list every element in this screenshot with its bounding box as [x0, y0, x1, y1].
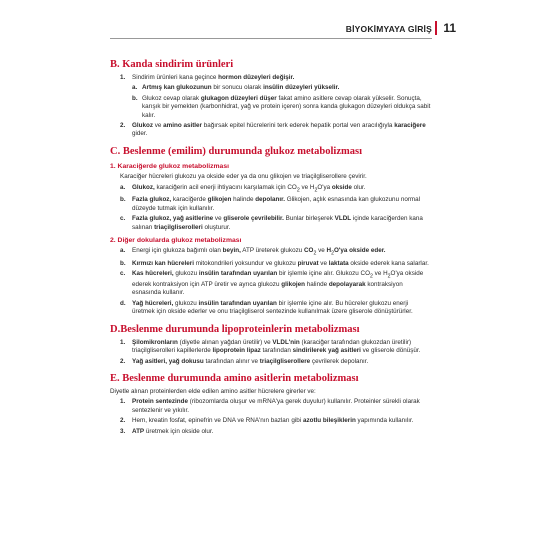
list-item	[120, 398, 432, 415]
text: çevrilerek depolanır.	[310, 357, 369, 365]
item-letter: a.	[132, 84, 138, 92]
text: tarafından	[260, 347, 293, 355]
item-letter: b.	[132, 94, 138, 102]
item-letter: d.	[120, 299, 126, 307]
text: glukozu	[173, 270, 199, 278]
list-item	[120, 339, 432, 356]
bold-text: amino asitler	[163, 122, 203, 130]
bold-text: Glukoz,	[132, 183, 155, 191]
bold-text: depolayarak	[328, 281, 366, 289]
bold-text: karaciğere	[394, 122, 426, 130]
paragraph: Diyetle alınan proteinlerden elde edilen amino asitler hücrelere girerler ve:	[110, 387, 316, 395]
item-letter: b.	[120, 260, 126, 267]
bold-text: Fazla glukoz,	[132, 196, 172, 204]
text: bir işlemle içine alır. Glukozu CO	[277, 270, 370, 278]
item-letter: b.	[120, 196, 126, 204]
list-item	[120, 300, 432, 317]
section-d-heading: D.Beslenme durumunda lipoproteinlerin metabolizması	[110, 323, 360, 335]
text: ve	[318, 260, 329, 267]
text: ve	[153, 122, 164, 130]
text: fakat amino asitlere cevap olarak yükselir. Sonuçta, karışık bir yemekten (karbonhidrat, yağ ve protein içeren) sonra kanda glukagon düzeyleri oldukça sabit kalır.	[142, 94, 431, 119]
subscript: 2	[313, 250, 317, 257]
paragraph: Karaciğer hücreleri glukozu ya okside eder ya da onu glikojen ve triaçilgliserollere çevirir.	[120, 173, 367, 181]
bold-text: Şilomikronların	[132, 338, 178, 346]
header-rule	[110, 38, 432, 39]
bold-text: gliserole çevrilebilir.	[223, 215, 284, 223]
list-item	[120, 74, 432, 82]
list-item	[120, 428, 432, 436]
text: Bunlar birleşerek	[283, 215, 335, 223]
bold-text: glikojen	[207, 196, 232, 204]
bold-text: lipoprotein lipaz	[212, 347, 261, 355]
section-b-heading: B. Kanda sindirim ürünleri	[110, 59, 234, 70]
text: glukozu	[173, 299, 199, 307]
bold-text: VLDL'nin	[272, 338, 300, 346]
text: bir işlemle içine alır. Bu hücreler glukozu enerji üretmek için okside ederler ve onu triaçilgliserol sentezinde kullanılmak üzere gliserole dönüştürürler.	[132, 299, 413, 316]
section-c-heading: C. Beslenme (emilim) durumunda glukoz metabolizması	[110, 145, 362, 157]
subscript: 2	[296, 186, 300, 193]
text: Energi için glukoza bağımlı olan	[132, 247, 223, 255]
running-head-separator	[435, 21, 437, 35]
bold-text: Protein sentezinde	[132, 398, 188, 406]
list-item	[132, 95, 432, 120]
bold-text: insülin tarafından uyarılan	[198, 299, 277, 307]
bold-text: H	[326, 247, 332, 255]
item-number: 3.	[120, 427, 126, 435]
bold-text: beyin,	[222, 247, 241, 255]
text: karaciğerde	[171, 196, 208, 204]
text: ve H	[299, 183, 315, 191]
list-item	[120, 122, 432, 139]
item-number: 1.	[120, 74, 126, 81]
bold-text: Kas hücreleri,	[132, 270, 174, 278]
text: bir sonucu olarak	[211, 84, 264, 92]
bold-text: azotlu bileşiklerin	[302, 417, 356, 425]
text: Glukoz cevap olarak	[142, 94, 201, 102]
text: karaciğerin acil enerji ihtiyacını karşılamak için CO	[154, 183, 297, 191]
list-item	[120, 215, 432, 232]
subscript: 2	[370, 273, 373, 280]
text: üretmek için okside olur.	[144, 427, 214, 435]
bold-text: triaçilgliserollere	[259, 357, 311, 365]
list-item	[120, 270, 432, 297]
subsection-heading: 1. Karaciğerde glukoz metabolizması	[110, 162, 229, 170]
list-item	[120, 260, 432, 268]
item-letter: c.	[120, 215, 126, 223]
item-letter: a.	[120, 183, 126, 191]
list-item	[120, 417, 432, 425]
bold-text: hormon düzeyleri değişir.	[218, 74, 295, 81]
item-number: 1.	[120, 398, 126, 406]
bold-text: ATP	[132, 427, 145, 435]
bold-text: laktata	[328, 260, 349, 267]
bold-text: okside	[331, 183, 352, 191]
text: içinde karaciğerden kana salınan	[132, 215, 423, 231]
text: ve	[213, 215, 224, 223]
text: olur.	[351, 183, 366, 191]
bold-text: Yağ hücreleri,	[132, 299, 174, 307]
text: mitokondrileri yoksundur ve glukozu	[193, 260, 298, 267]
list-item	[120, 247, 432, 258]
subscript: 2	[331, 250, 334, 257]
subscript: 2	[314, 186, 318, 193]
list-item	[120, 196, 432, 213]
text: oluşturur.	[202, 223, 231, 231]
list-item	[120, 358, 432, 366]
bold-text: piruvat	[297, 260, 319, 267]
text: Glikojen, açlık esnasında kan glukozunu normal düzeyde tutmak için kullanılır.	[132, 196, 421, 212]
bold-text: CO	[303, 247, 314, 255]
running-head-title: BİYOKİMYAYA GİRİŞ	[345, 24, 432, 34]
text: ve	[316, 247, 327, 255]
bold-text: Glukoz	[132, 122, 153, 130]
text: (diyetle alınan yağdan üretilir) ve	[177, 338, 273, 346]
bold-text: Fazla glukoz, yağ asitlerine	[132, 215, 214, 223]
text: Sindirim ürünleri kana geçince	[132, 74, 219, 81]
list-item	[132, 84, 432, 92]
bold-text: glukagon düzeyleri düşer	[200, 94, 277, 102]
bold-text: Artmış kan glukozunun	[142, 84, 212, 92]
item-number: 2.	[120, 417, 126, 425]
text: (ribozomlarda oluşur ve mRNA'ya gerek duyulur) kullanılır. Proteinler sürekli olarak sentezlenir ve yıkılır.	[132, 398, 420, 414]
bold-text: VLDL	[334, 215, 352, 223]
bold-text: triaçilgliserolleri	[154, 223, 203, 231]
subscript: 2	[387, 273, 391, 280]
bold-text: depolanır.	[255, 196, 285, 204]
text: okside ederek kana salarlar.	[348, 260, 429, 267]
item-number: 1.	[120, 338, 126, 346]
text: kontraksiyon esnasında kullanır.	[132, 281, 403, 297]
bold-text: Kırmızı kan hücreleri	[132, 260, 194, 267]
bold-text: sindirilerek yağ asitleri	[292, 347, 361, 355]
text: ATP üreterek glukozu	[240, 247, 304, 255]
text: yapımında kullanılır.	[355, 417, 414, 425]
page-number: 11	[443, 21, 456, 35]
item-letter: c.	[120, 270, 126, 278]
text: halinde	[305, 281, 329, 289]
bold-text: glikojen	[281, 281, 306, 289]
list-item	[120, 184, 432, 195]
bold-text: Yağ asitleri, yağ dokusu	[132, 357, 204, 365]
text: gider.	[132, 130, 148, 138]
page-content	[110, 52, 432, 438]
subsection-heading: 2. Diğer dokularda glukoz metabolizması	[110, 236, 242, 244]
text: tarafından alınır ve	[203, 357, 260, 365]
text: halinde	[231, 196, 256, 204]
bold-text: insülin düzeyleri yükselir.	[263, 84, 340, 92]
text: ve H	[372, 270, 388, 278]
text: Hem, kreatin fosfat, epinefrin ve DNA ve RNA'nın bazları gibi	[132, 417, 303, 425]
item-number: 2.	[120, 122, 126, 130]
item-letter: a.	[120, 247, 126, 255]
section-e-heading: E. Beslenme durumunda amino asitlerin metabolizması	[110, 372, 359, 384]
text: O'ya	[317, 183, 332, 191]
item-number: 2.	[120, 357, 126, 365]
bold-text: O'ya okside eder.	[334, 247, 386, 255]
text: O'ya okside ederek kontraksiyon için ATP üretir ve ayrıca glukozu	[132, 270, 424, 289]
text: bağırsak epitel hücrelerini terk ederek hepatik portal ven aracılığıyla	[202, 122, 395, 130]
bold-text: insülin tarafından uyarılan	[198, 270, 278, 278]
text: ve gliserole dönüşür.	[360, 347, 421, 355]
text: (karaciğer tarafından glukozdan üretilir) triaçilgliserolleri kapillerlerde	[132, 338, 412, 355]
